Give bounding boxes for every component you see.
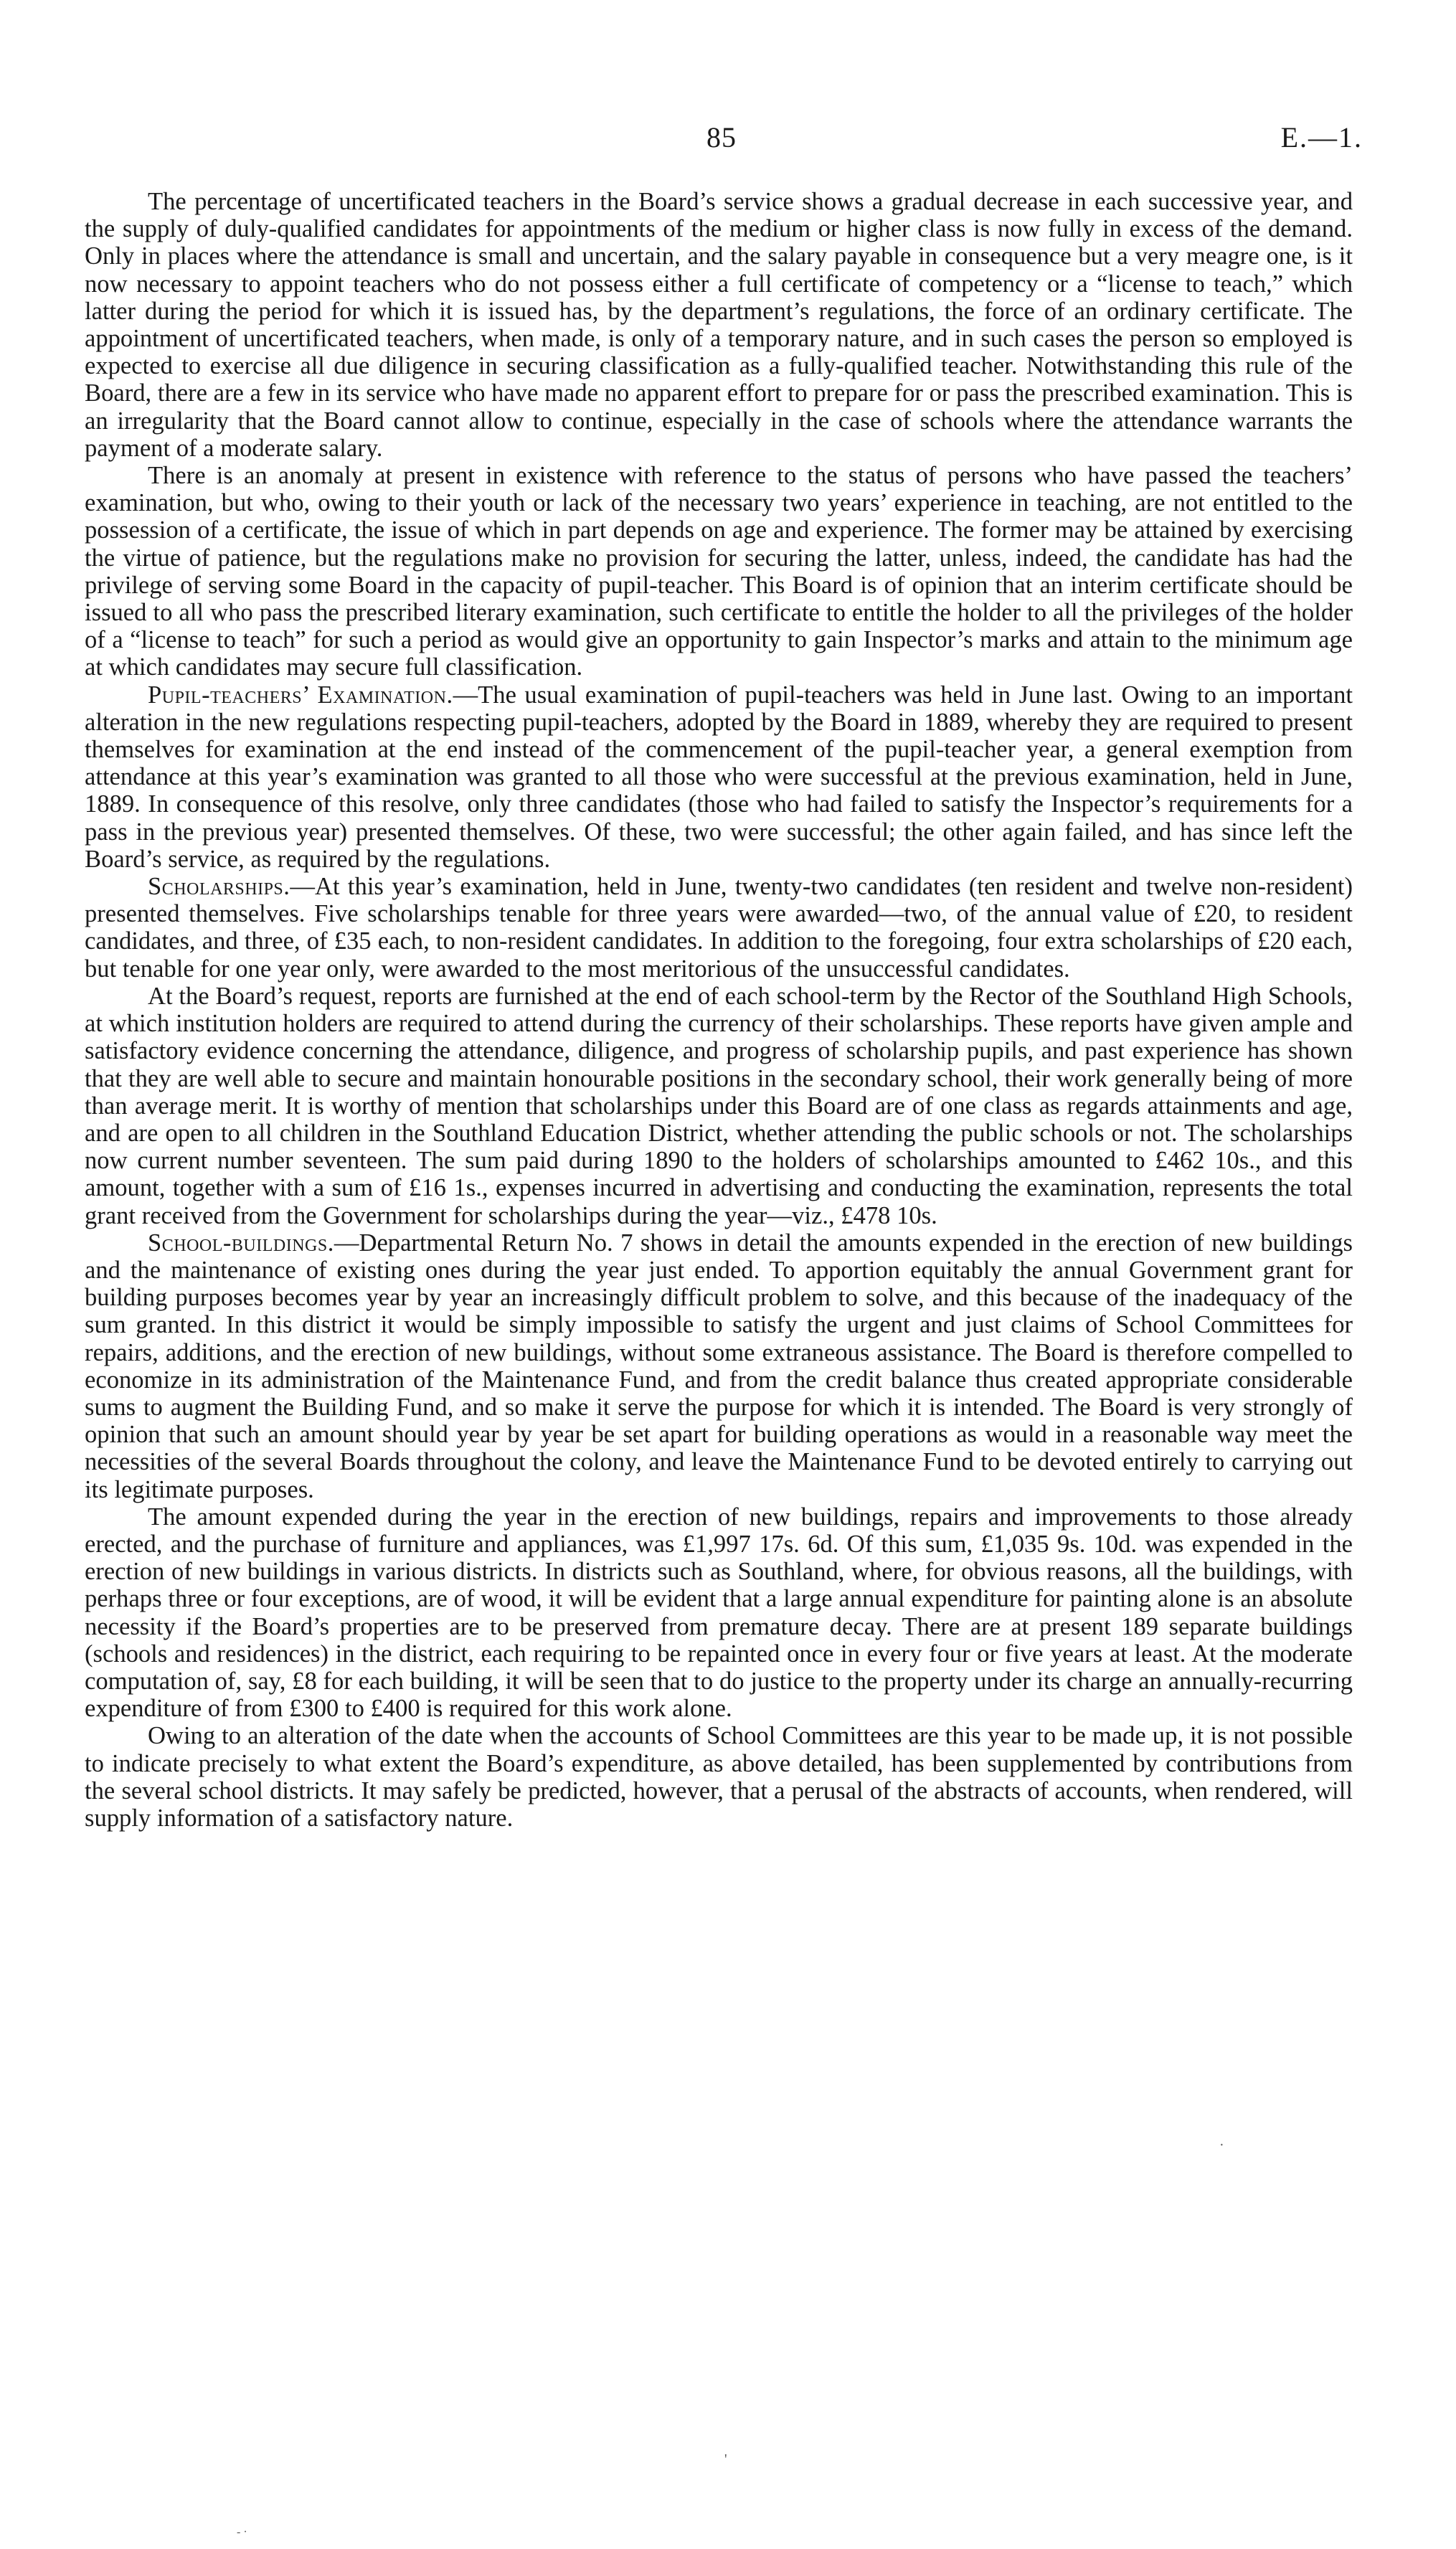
document-reference: E.—1. [1280,121,1363,153]
paragraph-interim-certificate [85,462,1353,681]
print-speck: ' [724,2451,727,2467]
page-header [0,120,1456,164]
section-heading: School-buildings. [148,1229,334,1257]
paragraph-text: Owing to an alteration of the date when the accounts of School Committees are this year to be made up, it is not possible to indicate precisely to what extent the Board’s expenditure, as above detailed, has been supplemented by contributions from the several school districts. It may safely be predicted, however, that a perusal of the abstracts of accounts, when rendered, will supply information of a satisfactory nature. [85,1722,1353,1832]
paragraph-uncertificated-teachers [85,188,1353,462]
paragraph-text: The amount expended during the year in the erection of new buildings, repairs and improvements to those already erected, and the purchase of furniture and appliances, was £1,997 17s. 6d. Of this sum, £1,035 9s. 10d. was expended in the erection of new buildings in various districts. In districts such as Southland, where, for obvious reasons, all the buildings, with perhaps three or four exceptions, are of wood, it will be evident that a large annual expenditure for painting alone is an absolute necessity if the Board’s properties are to be preserved from premature decay. There are at present 189 separate buildings (schools and residences) in the district, each requiring to be repainted once in every four or five years at least. At the moderate computation of, say, £8 for each building, it will be seen that to do justice to the property under its charge an annually-recurring expenditure of from £300 to £400 is required for this work alone. [85,1503,1353,1723]
page-number: 85 [706,121,737,153]
paragraph-text: —Departmental Return No. 7 shows in detail the amounts expended in the erection of new buildings and the maintenance of existing ones during the year just ended. To apportion equitably the annual Government grant for building purposes becomes year by year an increasingly difficult problem to solve, and this because of the inadequacy of the sum granted. In this district it would be simply impossible to satisfy the urgent and just claims of School Committees for repairs, additions, and the erection of new buildings, without some extraneous assistance. The Board is therefore compelled to economize in its administration of the Maintenance Fund, and from the credit balance thus created appropriate considerable sums to augment the Building Fund, and so make it serve the purpose for which it is intended. The Board is very strongly of opinion that such an amount should year by year be set apart for building operations as would in a reasonable way meet the necessities of the several Boards throughout the colony, and leave the Maintenance Fund to be devoted entirely to carrying out its legitimate purposes. [85,1229,1353,1503]
print-speck: · [1219,2137,1224,2153]
body-text [85,188,1353,1832]
paragraph-school-buildings [85,1229,1353,1503]
section-heading: Pupil-teachers’ Examination. [148,681,453,709]
paragraph-text: At the Board’s request, reports are furnished at the end of each school-term by the Rector of the Southland High Schools, at which institution holders are required to attend during the currency of their scholarships. These reports have given ample and satisfactory evidence concerning the attendance, diligence, and progress of scholarship pupils, and past experience has shown that they are well able to secure and maintain honourable positions in the secondary school, their work generally being of more than average merit. It is worthy of mention that scholarships under this Board are of one class as regards attainments and age, and are open to all children in the Southland Education District, whether attending the public schools or not. The scholarships now current number seventeen. The sum paid during 1890 to the holders of scholarships amounted to £462 10s., and this amount, together with a sum of £16 1s., expenses incurred in advertising and conducting the examination, represents the total grant received from the Government for scholarships during the year—viz., £478 10s. [85,982,1353,1229]
paragraph-school-committee-accounts [85,1722,1353,1832]
paragraph-text: There is an anomaly at present in existence with reference to the status of persons who have passed the teachers’ examination, but who, owing to their youth or lack of the necessary two years’ experience in teaching, are not entitled to the possession of a certificate, the issue of which in part depends on age and experience. The former may be attained by exercising the virtue of patience, but the regulations make no provision for securing the latter, unless, indeed, the candidate has had the privilege of serving some Board in the capacity of pupil-teacher. This Board is of opinion that an interim certificate should be issued to all who pass the prescribed literary examination, such certificate to entitle the holder to all the privileges of the holder of a “license to teach” for such a period as would give an opportunity to gain Inspector’s marks and attain to the minimum age at which candidates may secure full classification. [85,462,1353,681]
section-heading: Scholarships. [148,873,290,901]
print-speck: - · [237,2526,247,2538]
paragraph-text: —The usual examination of pupil-teachers was held in June last. Owing to an important alteration in the new regulations respecting pupil-teachers, adopted by the Board in 1889, whereby they are required to present themselves for examination at the end instead of the commencement of the pupil-teacher year, a general exemption from attendance at this year’s examination was granted to all those who were successful at the previous examination, held in June, 1889. In consequence of this resolve, only three candidates (those who had failed to satisfy the Inspector’s requirements for a pass in the previous year) presented themselves. Of these, two were successful; the other again failed, and has since left the Board’s service, as required by the regulations. [85,681,1353,873]
paragraph-text: —At this year’s examination, held in June, twenty-two candidates (ten resident and twelve non-resident) presented themselves. Five scholarships tenable for three years were awarded—two, of the annual value of £20, to resident candidates, and three, of £35 each, to non-resident candidates. In addition to the foregoing, four extra scholarships of £20 each, but tenable for one year only, were awarded to the most meritorious of the unsuccessful candidates. [85,873,1353,983]
paragraph-scholarships [85,873,1353,983]
paragraph-pupil-teachers-examination [85,681,1353,873]
paragraph-building-expenditure [85,1503,1353,1723]
paragraph-scholarship-reports [85,983,1353,1229]
paragraph-text: The percentage of uncertificated teachers in the Board’s service shows a gradual decrease in each successive year, and the supply of duly-qualified candidates for appointments of the medium or higher class is now fully in excess of the demand. Only in places where the attendance is small and uncertain, and the salary payable in consequence but a very meagre one, is it now necessary to appoint teachers who do not possess either a full certificate of competency or a “license to teach,” which latter during the period for which it is issued has, by the department’s regulations, the force of an ordinary certificate. The appointment of uncertificated teachers, when made, is only of a temporary nature, and in such cases the person so employed is expected to exercise all due diligence in securing classification as a fully-qualified teacher. Notwithstanding this rule of the Board, there are a few in its service who have made no apparent effort to prepare for or pass the prescribed examination. This is an irregularity that the Board cannot allow to continue, especially in the case of schools where the attendance warrants the payment of a moderate salary. [85,188,1353,462]
